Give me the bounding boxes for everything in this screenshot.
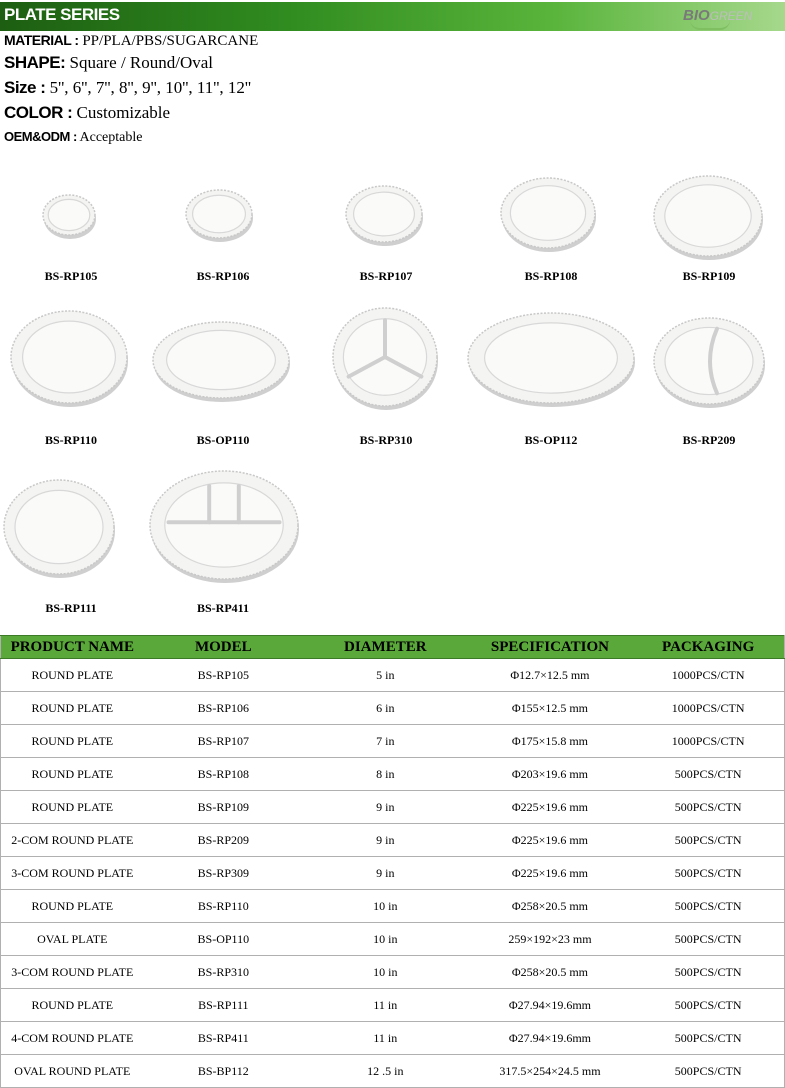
cell-model: BS-RP110 bbox=[144, 890, 303, 923]
plate-round-icon bbox=[39, 191, 99, 241]
cell-diameter: 12 .5 in bbox=[303, 1055, 468, 1088]
col-specification: SPECIFICATION bbox=[468, 636, 633, 659]
spec-value: 5'', 6'', 7'', 8'', 9'', 10'', 11'', 12'' bbox=[45, 78, 252, 97]
cell-packaging: 500PCS/CTN bbox=[632, 989, 784, 1022]
plate-image bbox=[39, 191, 99, 241]
cell-specification: Φ27.94×19.6mm bbox=[468, 989, 633, 1022]
plate-model-label: BS-OP112 bbox=[524, 433, 578, 447]
cell-specification: Φ225×19.6 mm bbox=[468, 791, 633, 824]
plate-model-label: BS-RP106 bbox=[196, 269, 250, 283]
plate-oval-icon bbox=[149, 318, 293, 404]
product-table bbox=[0, 635, 785, 1088]
cell-diameter: 9 in bbox=[303, 857, 468, 890]
cell-packaging: 500PCS/CTN bbox=[632, 1055, 784, 1088]
cell-specification: Φ225×19.6 mm bbox=[468, 824, 633, 857]
table-row bbox=[1, 989, 785, 1022]
spec-key: SHAPE: bbox=[4, 53, 66, 72]
table-row bbox=[1, 659, 785, 692]
cell-product-name: OVAL ROUND PLATE bbox=[1, 1055, 144, 1088]
cell-packaging: 500PCS/CTN bbox=[632, 824, 784, 857]
cell-product-name: ROUND PLATE bbox=[1, 989, 144, 1022]
spec-key: Size : bbox=[4, 78, 46, 97]
plate-four-compartment-icon bbox=[146, 467, 302, 585]
cell-specification: Φ258×20.5 mm bbox=[468, 890, 633, 923]
page-title: PLATE SERIES bbox=[4, 5, 120, 24]
plate-model-label: BS-RP411 bbox=[196, 601, 249, 615]
table-row bbox=[1, 791, 785, 824]
cell-packaging: 1000PCS/CTN bbox=[632, 692, 784, 725]
spec-value: PP/PLA/PBS/SUGARCANE bbox=[78, 33, 259, 49]
plate-model-label: BS-RP110 bbox=[44, 433, 97, 447]
plate-model-label: BS-RP108 bbox=[524, 269, 578, 283]
logo-text-light: GREEN bbox=[709, 9, 753, 23]
plate-round-icon bbox=[342, 182, 426, 248]
table-row bbox=[1, 725, 785, 758]
cell-model: BS-RP108 bbox=[144, 758, 303, 791]
cell-specification: Φ175×15.8 mm bbox=[468, 725, 633, 758]
cell-diameter: 5 in bbox=[303, 659, 468, 692]
cell-product-name: OVAL PLATE bbox=[1, 923, 144, 956]
plate-image bbox=[149, 318, 293, 404]
cell-product-name: ROUND PLATE bbox=[1, 791, 144, 824]
spec-oem bbox=[4, 128, 142, 146]
cell-diameter: 11 in bbox=[303, 1022, 468, 1055]
plate-image bbox=[182, 186, 256, 244]
plate-image bbox=[342, 182, 426, 248]
cell-product-name: ROUND PLATE bbox=[1, 692, 144, 725]
plate-round-icon bbox=[650, 172, 766, 262]
cell-model: BS-RP310 bbox=[144, 956, 303, 989]
spec-key: OEM&ODM : bbox=[4, 129, 77, 144]
plate-model-label: BS-RP310 bbox=[359, 433, 413, 447]
cell-model: BS-RP106 bbox=[144, 692, 303, 725]
header-bar bbox=[0, 2, 785, 31]
cell-model: BS-RP107 bbox=[144, 725, 303, 758]
plate-model-label: BS-RP111 bbox=[45, 601, 97, 615]
col-diameter: DIAMETER bbox=[303, 636, 468, 659]
logo-text-bold: BIO bbox=[683, 7, 710, 24]
plate-two-compartment-icon bbox=[650, 314, 768, 410]
plate-three-compartment-icon bbox=[329, 304, 441, 412]
cell-diameter: 11 in bbox=[303, 989, 468, 1022]
table-row bbox=[1, 857, 785, 890]
plate-image bbox=[650, 172, 766, 262]
table-row bbox=[1, 890, 785, 923]
cell-model: BS-RP309 bbox=[144, 857, 303, 890]
cell-product-name: ROUND PLATE bbox=[1, 725, 144, 758]
col-product-name: PRODUCT NAME bbox=[1, 636, 144, 659]
cell-packaging: 500PCS/CTN bbox=[632, 923, 784, 956]
plate-model-label: BS-RP107 bbox=[359, 269, 413, 283]
spec-shape bbox=[4, 53, 213, 73]
cell-packaging: 500PCS/CTN bbox=[632, 956, 784, 989]
spec-size bbox=[4, 78, 251, 98]
table-row bbox=[1, 1022, 785, 1055]
plate-round-icon bbox=[7, 307, 131, 409]
plate-model-label: BS-RP109 bbox=[682, 269, 736, 283]
cell-model: BS-RP105 bbox=[144, 659, 303, 692]
spec-value: Acceptable bbox=[76, 130, 143, 145]
cell-diameter: 10 in bbox=[303, 956, 468, 989]
cell-product-name: 2-COM ROUND PLATE bbox=[1, 824, 144, 857]
cell-diameter: 10 in bbox=[303, 923, 468, 956]
cell-model: BS-OP110 bbox=[144, 923, 303, 956]
cell-packaging: 1000PCS/CTN bbox=[632, 659, 784, 692]
plate-image bbox=[0, 476, 118, 580]
cell-specification: Φ155×12.5 mm bbox=[468, 692, 633, 725]
cell-model: BS-BP112 bbox=[144, 1055, 303, 1088]
cell-diameter: 9 in bbox=[303, 824, 468, 857]
cell-diameter: 8 in bbox=[303, 758, 468, 791]
spec-value: Square / Round/Oval bbox=[65, 53, 214, 72]
spec-key: MATERIAL : bbox=[4, 32, 79, 48]
cell-model: BS-RP209 bbox=[144, 824, 303, 857]
cell-diameter: 10 in bbox=[303, 890, 468, 923]
cell-packaging: 500PCS/CTN bbox=[632, 857, 784, 890]
plate-oval-icon bbox=[464, 309, 638, 409]
cell-packaging: 500PCS/CTN bbox=[632, 758, 784, 791]
plate-image bbox=[146, 467, 302, 585]
plate-model-label: BS-RP209 bbox=[682, 433, 736, 447]
cell-product-name: 3-COM ROUND PLATE bbox=[1, 956, 144, 989]
logo-swoosh-icon bbox=[690, 20, 730, 30]
col-packaging: PACKAGING bbox=[632, 636, 784, 659]
plate-model-label: BS-RP105 bbox=[44, 269, 98, 283]
cell-diameter: 7 in bbox=[303, 725, 468, 758]
spec-material bbox=[4, 32, 258, 50]
table-row bbox=[1, 758, 785, 791]
cell-product-name: 4-COM ROUND PLATE bbox=[1, 1022, 144, 1055]
cell-product-name: ROUND PLATE bbox=[1, 659, 144, 692]
cell-specification: 317.5×254×24.5 mm bbox=[468, 1055, 633, 1088]
cell-specification: Φ225×19.6 mm bbox=[468, 857, 633, 890]
cell-product-name: ROUND PLATE bbox=[1, 758, 144, 791]
cell-specification: Φ27.94×19.6mm bbox=[468, 1022, 633, 1055]
cell-packaging: 1000PCS/CTN bbox=[632, 725, 784, 758]
cell-packaging: 500PCS/CTN bbox=[632, 791, 784, 824]
cell-specification: Φ12.7×12.5 mm bbox=[468, 659, 633, 692]
spec-value: Customizable bbox=[72, 103, 171, 122]
table-header-row bbox=[1, 636, 785, 659]
table-row bbox=[1, 692, 785, 725]
plate-image bbox=[497, 174, 599, 254]
plate-image bbox=[650, 314, 768, 410]
cell-diameter: 6 in bbox=[303, 692, 468, 725]
cell-diameter: 9 in bbox=[303, 791, 468, 824]
cell-model: BS-RP111 bbox=[144, 989, 303, 1022]
plate-image bbox=[464, 309, 638, 409]
col-model: MODEL bbox=[144, 636, 303, 659]
table-row bbox=[1, 824, 785, 857]
cell-model: BS-RP411 bbox=[144, 1022, 303, 1055]
spec-key: COLOR : bbox=[4, 103, 73, 122]
plate-round-icon bbox=[0, 476, 118, 580]
plate-image bbox=[329, 304, 441, 412]
plate-round-icon bbox=[497, 174, 599, 254]
table-row bbox=[1, 956, 785, 989]
plate-round-icon bbox=[182, 186, 256, 244]
plate-image bbox=[7, 307, 131, 409]
cell-packaging: 500PCS/CTN bbox=[632, 890, 784, 923]
cell-specification: 259×192×23 mm bbox=[468, 923, 633, 956]
plate-model-label: BS-OP110 bbox=[196, 433, 250, 447]
cell-packaging: 500PCS/CTN bbox=[632, 1022, 784, 1055]
table-row bbox=[1, 923, 785, 956]
cell-product-name: ROUND PLATE bbox=[1, 890, 144, 923]
cell-product-name: 3-COM ROUND PLATE bbox=[1, 857, 144, 890]
cell-model: BS-RP109 bbox=[144, 791, 303, 824]
table-row bbox=[1, 1055, 785, 1088]
spec-color bbox=[4, 103, 170, 123]
cell-specification: Φ258×20.5 mm bbox=[468, 956, 633, 989]
cell-specification: Φ203×19.6 mm bbox=[468, 758, 633, 791]
